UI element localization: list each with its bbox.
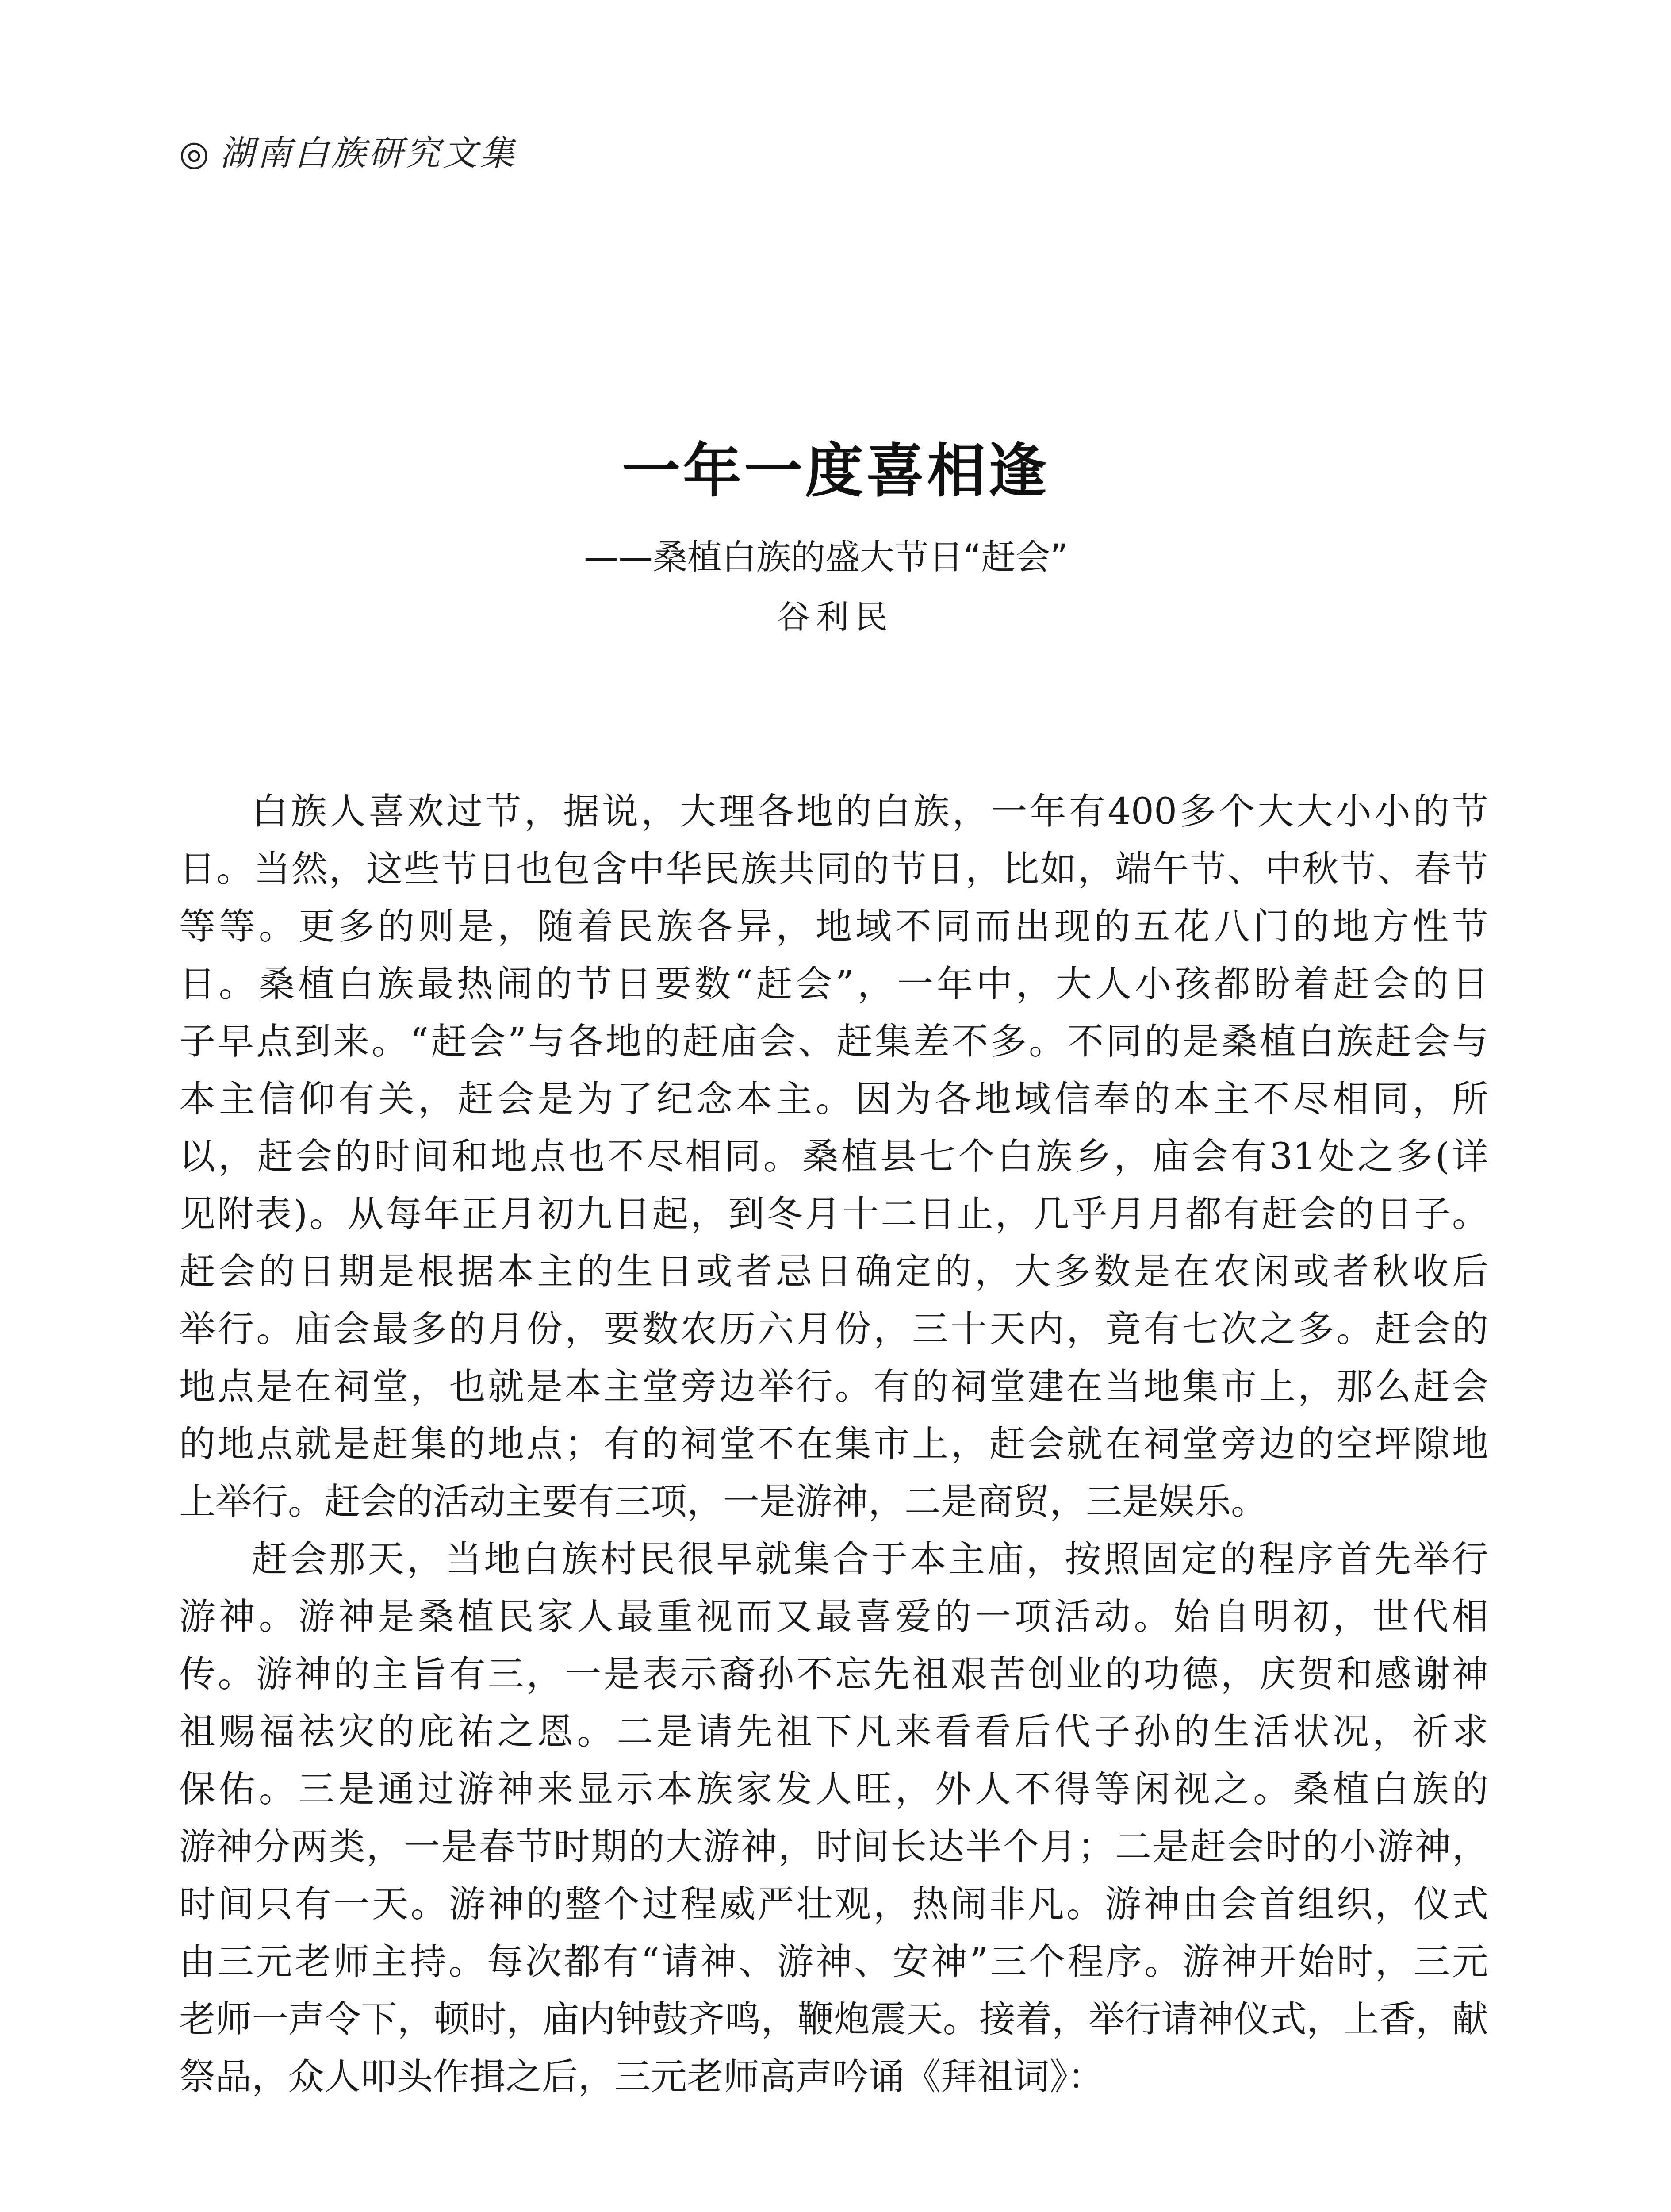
text-line: 祖赐福祛灾的庇祐之恩。二是请先祖下凡来看看后代子孙的生活状况，祈求 [179,1711,1488,1753]
text-line: 时间只有一天。游神的整个过程威严壮观，热闹非凡。游神由会首组织，仪式 [179,1883,1488,1925]
text-line: 赶会的日期是根据本主的生日或者忌日确定的，大多数是在农闲或者秋收后 [179,1251,1488,1293]
article-title: 一年一度喜相逢 [622,437,1049,505]
book-title: 湖南白族研究文集 [220,134,517,173]
text-line: 保佑。三是通过游神来显示本族家发人旺，外人不得等闲视之。桑植白族的 [179,1768,1488,1810]
article-subtitle: ——桑植白族的盛大节日“赶会” [584,538,1068,577]
running-header [179,129,517,178]
text-line: 老师一声令下，顿时，庙内钟鼓齐鸣，鞭炮震天。接着，举行请神仪式，上香，献 [179,1998,1488,2040]
text-line: 祭品，众人叩头作揖之后，三元老师高声吟诵《拜祖词》： [179,2056,1104,2098]
text-line: 游神。游神是桑植民家人最重视而又最喜爱的一项活动。始自明初，世代相 [179,1596,1488,1638]
text-line: 日。当然，这些节日也包含中华民族共同的节日，比如，端午节、中秋节、春节 [179,848,1488,890]
text-line: 游神分两类，一是春节时期的大游神，时间长达半个月；二是赶会时的小游神， [179,1826,1488,1868]
text-line: 上举行。赶会的活动主要有三项，一是游神，二是商贸，三是娱乐。 [179,1481,1268,1523]
text-line: 见附表)。从每年正月初九日起，到冬月十二日止，几乎月月都有赶会的日子。 [179,1193,1488,1235]
text-line: 的地点就是赶集的地点；有的祠堂不在集市上，赶会就在祠堂旁边的空坪隙地 [179,1423,1488,1465]
article-body [179,783,1488,2106]
text-line: 子早点到来。“赶会”与各地的赶庙会、赶集差不多。不同的是桑植白族赶会与 [179,1021,1488,1063]
text-line: 日。桑植白族最热闹的节日要数“赶会”，一年中，大人小孩都盼着赶会的日 [179,963,1488,1005]
text-line: 地点是在祠堂，也就是本主堂旁边举行。有的祠堂建在当地集市上，那么赶会 [179,1366,1488,1408]
text-line: 赶会那天，当地白族村民很早就集合于本主庙，按照固定的程序首先举行 [252,1538,1488,1580]
circle-mark: ◎ [179,134,212,173]
author-name: 谷利民 [777,598,894,636]
text-line: 以，赶会的时间和地点也不尽相同。桑植县七个白族乡，庙会有31处之多(详 [179,1136,1488,1178]
text-line: 等等。更多的则是，随着民族各异，地域不同而出现的五花八门的地方性节 [179,906,1488,948]
text-line: 传。游神的主旨有三，一是表示裔孙不忘先祖艰苦创业的功德，庆贺和感谢神 [179,1653,1488,1695]
text-line: 本主信仰有关，赶会是为了纪念本主。因为各地域信奉的本主不尽相同，所 [179,1078,1488,1120]
text-line: 举行。庙会最多的月份，要数农历六月份，三十天内，竟有七次之多。赶会的 [179,1308,1488,1350]
text-line: 由三元老师主持。每次都有“请神、游神、安神”三个程序。游神开始时，三元 [179,1941,1488,1983]
text-line: 白族人喜欢过节，据说，大理各地的白族，一年有400多个大大小小的节 [252,791,1488,833]
